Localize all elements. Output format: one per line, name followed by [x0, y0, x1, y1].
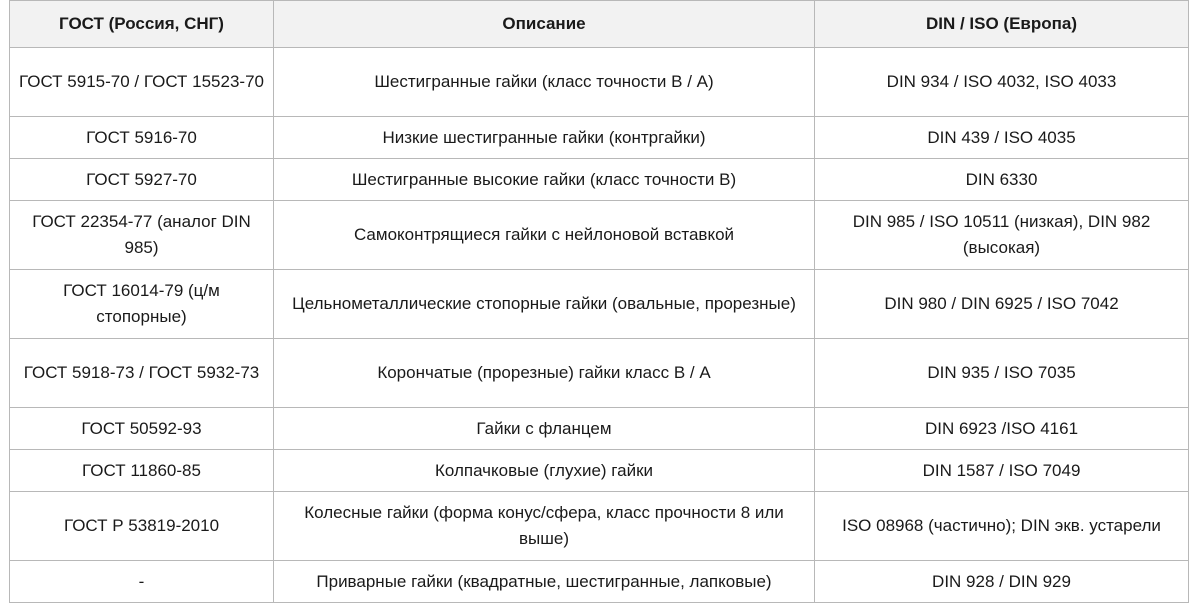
cell-gost: ГОСТ 5918-73 / ГОСТ 5932-73 [10, 339, 274, 408]
table-row [10, 159, 1189, 201]
table-header-row [10, 1, 1189, 48]
table-row [10, 270, 1189, 339]
cell-din-iso: DIN 934 / ISO 4032, ISO 4033 [815, 48, 1189, 117]
cell-din-iso: ISO 08968 (частично); DIN экв. устарели [815, 492, 1189, 561]
cell-din-iso: DIN 6330 [815, 159, 1189, 201]
cell-description: Корончатые (прорезные) гайки класс В / А [274, 339, 815, 408]
cell-gost: ГОСТ 16014-79 (ц/м стопорные) [10, 270, 274, 339]
cell-gost: ГОСТ 5916-70 [10, 117, 274, 159]
table-row [10, 117, 1189, 159]
cell-gost: ГОСТ 5927-70 [10, 159, 274, 201]
cell-din-iso: DIN 928 / DIN 929 [815, 561, 1189, 603]
cell-description: Колпачковые (глухие) гайки [274, 450, 815, 492]
header-din-iso: DIN / ISO (Европа) [815, 1, 1189, 48]
table-row [10, 450, 1189, 492]
cell-din-iso: DIN 6923 /ISO 4161 [815, 408, 1189, 450]
cell-description: Шестигранные гайки (класс точности В / А) [274, 48, 815, 117]
cell-din-iso: DIN 935 / ISO 7035 [815, 339, 1189, 408]
table-row [10, 492, 1189, 561]
cell-description: Шестигранные высокие гайки (класс точности В) [274, 159, 815, 201]
cell-gost: ГОСТ 11860-85 [10, 450, 274, 492]
gost-din-comparison-table [9, 0, 1189, 603]
cell-gost: ГОСТ 5915-70 / ГОСТ 15523-70 [10, 48, 274, 117]
table-row [10, 561, 1189, 603]
cell-din-iso: DIN 980 / DIN 6925 / ISO 7042 [815, 270, 1189, 339]
cell-din-iso: DIN 1587 / ISO 7049 [815, 450, 1189, 492]
table-row [10, 408, 1189, 450]
cell-description: Колесные гайки (форма конус/сфера, класс прочности 8 или выше) [274, 492, 815, 561]
cell-gost: ГОСТ 50592-93 [10, 408, 274, 450]
table-row [10, 48, 1189, 117]
cell-gost: ГОСТ 22354-77 (аналог DIN 985) [10, 201, 274, 270]
table-row [10, 339, 1189, 408]
cell-description: Приварные гайки (квадратные, шестигранные, лапковые) [274, 561, 815, 603]
cell-description: Низкие шестигранные гайки (контргайки) [274, 117, 815, 159]
cell-gost: - [10, 561, 274, 603]
cell-gost: ГОСТ Р 53819-2010 [10, 492, 274, 561]
table-row [10, 201, 1189, 270]
cell-din-iso: DIN 439 / ISO 4035 [815, 117, 1189, 159]
header-description: Описание [274, 1, 815, 48]
header-gost: ГОСТ (Россия, СНГ) [10, 1, 274, 48]
cell-din-iso: DIN 985 / ISO 10511 (низкая), DIN 982 (высокая) [815, 201, 1189, 270]
cell-description: Цельнометаллические стопорные гайки (овальные, прорезные) [274, 270, 815, 339]
cell-description: Гайки с фланцем [274, 408, 815, 450]
cell-description: Самоконтрящиеся гайки с нейлоновой вставкой [274, 201, 815, 270]
